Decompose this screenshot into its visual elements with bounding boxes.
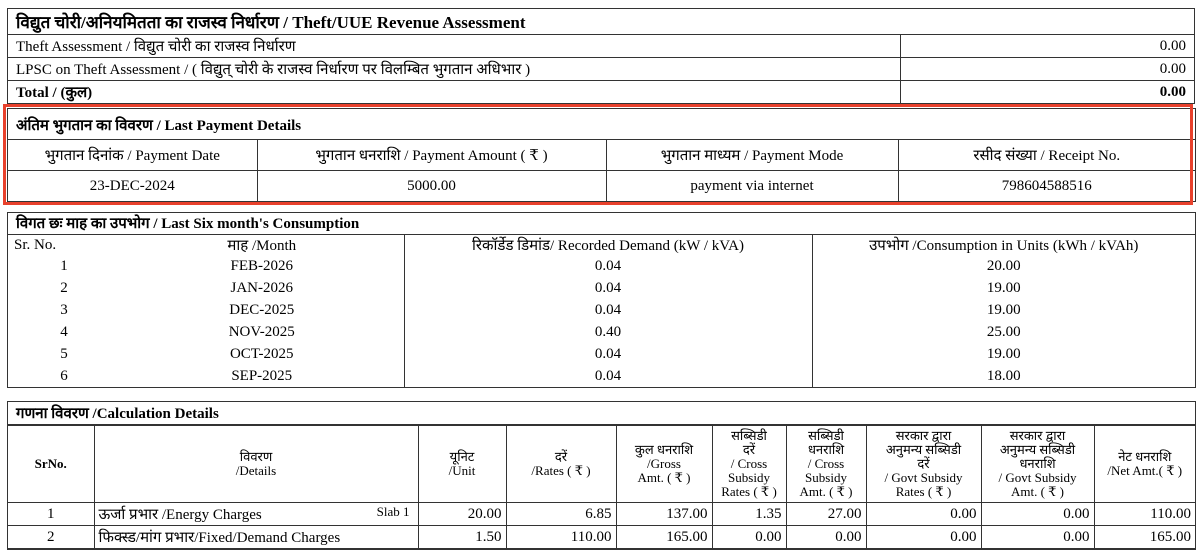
calc-header-details: विवरण /Details [94, 426, 418, 503]
theft-total-label: Total / (कुल) [8, 81, 901, 104]
consumption-month: JAN-2026 [230, 279, 293, 296]
calc-header-gross-amount: कुल धनराशि /Gross Amt. ( ₹ ) [616, 426, 712, 503]
payment-date-value: 23-DEC-2024 [8, 171, 257, 202]
calculation-header-row [8, 426, 1195, 503]
calculation-title: गणना विवरण /Calculation Details [8, 402, 1195, 425]
last-payment-title: अंतिम भुगतान का विवरण / Last Payment Details [16, 118, 302, 134]
calc-cross-subsidy-rates: 1.35 [712, 503, 786, 526]
theft-row-value: 0.00 [901, 58, 1195, 81]
consumption-recorded-demand: 0.04 [404, 255, 812, 277]
payment-amount-value: 5000.00 [257, 171, 606, 202]
calc-details-text: फिक्स्ड/मांग प्रभार/Fixed/Demand Charges [98, 530, 341, 546]
calc-header-cross-subsidy-amount: सब्सिडी धनराशि / Cross Subsidy Amt. ( ₹ ) [786, 426, 866, 503]
consumption-row [8, 299, 1195, 321]
calc-govt-subsidy-amount: 0.00 [981, 526, 1094, 549]
consumption-row [8, 277, 1195, 299]
payment-mode-value: payment via internet [606, 171, 898, 202]
receipt-no-value: 798604588516 [898, 171, 1195, 202]
calc-unit: 20.00 [418, 503, 506, 526]
consumption-sr-no: 2 [60, 279, 68, 296]
calc-cross-subsidy-rates: 0.00 [712, 526, 786, 549]
calculation-row [8, 503, 1195, 526]
consumption-units: 20.00 [986, 257, 1021, 274]
consumption-sr-no: 3 [60, 301, 68, 318]
consumption-units: 19.00 [986, 345, 1021, 362]
calc-details [94, 503, 418, 526]
calc-net-amount: 110.00 [1094, 503, 1195, 526]
calc-header-govt-subsidy-amount: सरकार द्वारा अनुमन्य सब्सिडी धनराशि / Govt Subsidy Amt. ( ₹ ) [981, 426, 1094, 503]
calc-header-govt-subsidy-rates: सरकार द्वारा अनुमन्य सब्सिडी दरें / Govt Subsidy Rates ( ₹ ) [866, 426, 981, 503]
calculation-row [8, 526, 1195, 549]
consumption-sr-no: 1 [60, 257, 68, 274]
consumption-row [8, 255, 1195, 277]
calc-cross-subsidy-amount: 27.00 [786, 503, 866, 526]
theft-total-row [8, 81, 1195, 104]
theft-assessment-section [7, 8, 1194, 104]
consumption-section [7, 212, 1196, 388]
consumption-recorded-demand: 0.04 [404, 277, 812, 299]
theft-row-value: 0.00 [901, 35, 1195, 58]
consumption-units: 19.00 [986, 279, 1021, 296]
calc-sr-no: 1 [8, 503, 94, 526]
calc-sr-no: 2 [8, 526, 94, 549]
calc-unit: 1.50 [418, 526, 506, 549]
consumption-sr-no: 6 [60, 367, 68, 384]
consumption-header-row [8, 235, 1195, 255]
consumption-units: 18.00 [986, 367, 1021, 384]
calc-header-cross-subsidy-rates: सब्सिडी दरें / Cross Subsidy Rates ( ₹ ) [712, 426, 786, 503]
consumption-recorded-demand: 0.04 [404, 365, 812, 387]
calc-header-unit: यूनिट /Unit [418, 426, 506, 503]
consumption-month: OCT-2025 [229, 345, 294, 362]
theft-assessment-table [7, 8, 1195, 104]
theft-row [8, 58, 1195, 81]
theft-row [8, 35, 1195, 58]
payment-date-header: भुगतान दिनांक / Payment Date [8, 140, 257, 171]
consumption-title: विगत छः माह का उपभोग / Last Six month's Consumption [8, 213, 1195, 235]
calc-cross-subsidy-amount: 0.00 [786, 526, 866, 549]
consumption-sr-no: 5 [60, 345, 68, 362]
calc-govt-subsidy-amount: 0.00 [981, 503, 1094, 526]
calc-govt-subsidy-rates: 0.00 [866, 503, 981, 526]
consumption-month: NOV-2025 [228, 323, 295, 340]
last-payment-table [8, 139, 1195, 201]
payment-amount-header: भुगतान धनराशि / Payment Amount ( ₹ ) [257, 140, 606, 171]
calculation-section [7, 401, 1196, 550]
consumption-table [8, 235, 1195, 387]
receipt-no-header: रसीद संख्या / Receipt No. [898, 140, 1195, 171]
calc-header-sr-no: SrNo. [8, 426, 94, 503]
calc-net-amount: 165.00 [1094, 526, 1195, 549]
consumption-recorded-demand: 0.04 [404, 343, 812, 365]
last-payment-value-row [8, 171, 1195, 202]
consumption-month: DEC-2025 [229, 301, 295, 318]
consumption-units: 19.00 [986, 301, 1021, 318]
sr-no-header: Sr. No. [14, 236, 57, 253]
month-header: माह /Month [227, 238, 297, 254]
payment-mode-header: भुगतान माध्यम / Payment Mode [606, 140, 898, 171]
calculation-table [8, 425, 1195, 549]
calc-rates: 6.85 [506, 503, 616, 526]
calc-header-rates: दरें /Rates ( ₹ ) [506, 426, 616, 503]
calc-slab-label: Slab 1 [376, 504, 410, 519]
consumption-sr-no: 4 [60, 323, 68, 340]
consumption-row [8, 321, 1195, 343]
consumption-row [8, 343, 1195, 365]
calc-rates: 110.00 [506, 526, 616, 549]
consumption-units-header: उपभोग /Consumption in Units (kWh / kVAh) [869, 238, 1139, 254]
consumption-month: SEP-2025 [231, 367, 293, 384]
consumption-recorded-demand: 0.04 [404, 299, 812, 321]
theft-section-title: विद्युत चोरी/अनियमितता का राजस्व निर्धारण / Theft/UUE Revenue Assessment [8, 9, 1195, 35]
last-payment-section [7, 108, 1196, 202]
recorded-demand-header: रिकॉर्डेड डिमांड/ Recorded Demand (kW / kVA) [404, 235, 812, 255]
consumption-units: 25.00 [986, 323, 1021, 340]
calc-details [94, 526, 418, 549]
calc-gross-amount: 137.00 [616, 503, 712, 526]
consumption-recorded-demand: 0.40 [404, 321, 812, 343]
consumption-row [8, 365, 1195, 387]
calc-govt-subsidy-rates: 0.00 [866, 526, 981, 549]
calc-gross-amount: 165.00 [616, 526, 712, 549]
theft-total-value: 0.00 [901, 81, 1195, 104]
theft-row-label: LPSC on Theft Assessment / ( विद्युत् चोरी के राजस्व निर्धारण पर विलम्बित भुगतान अधिभार ) [8, 58, 901, 81]
calc-header-net-amount: नेट धनराशि /Net Amt.( ₹ ) [1094, 426, 1195, 503]
calc-details-text: ऊर्जा प्रभार /Energy Charges [98, 507, 262, 523]
consumption-month: FEB-2026 [230, 257, 293, 274]
last-payment-header-row [8, 140, 1195, 171]
theft-row-label: Theft Assessment / विद्युत चोरी का राजस्व निर्धारण [8, 35, 901, 58]
